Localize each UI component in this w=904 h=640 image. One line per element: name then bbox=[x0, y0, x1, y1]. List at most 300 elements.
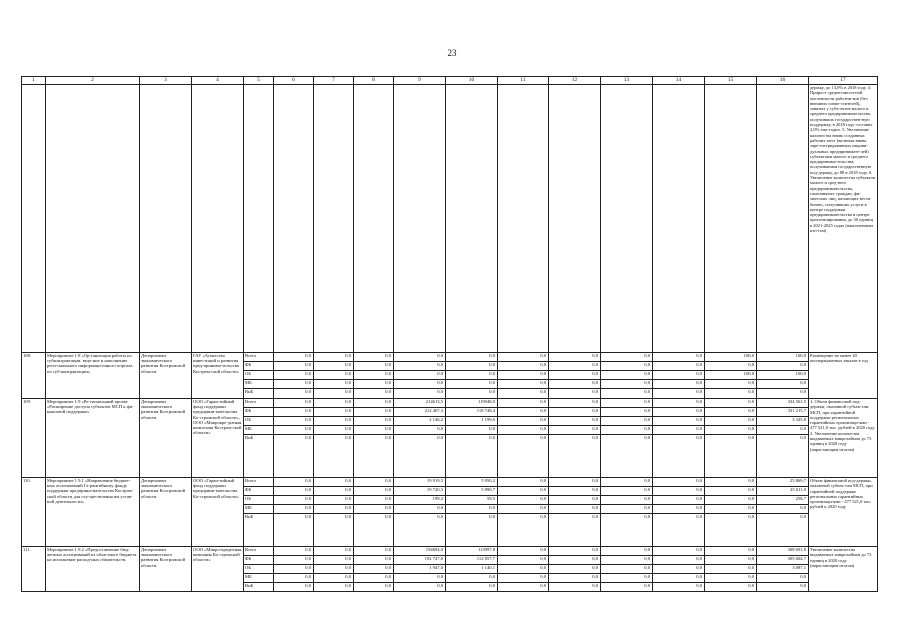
amount-cell: 199,2 bbox=[394, 496, 446, 505]
amount-cell: 0,0 bbox=[705, 478, 757, 487]
table-row bbox=[22, 478, 878, 487]
cell bbox=[244, 85, 274, 353]
amount-cell: 1 140,1 bbox=[446, 565, 498, 574]
col-num-12: 12 bbox=[549, 77, 601, 85]
amount-cell: 0,0 bbox=[757, 380, 809, 389]
col-num-17: 17 bbox=[809, 77, 878, 85]
amount-cell: 0,0 bbox=[705, 565, 757, 574]
amount-cell: 0,0 bbox=[705, 417, 757, 426]
amount-cell: 100,0 bbox=[705, 371, 757, 380]
amount-cell: 0,0 bbox=[705, 408, 757, 417]
cell bbox=[22, 85, 46, 353]
amount-cell: 0,0 bbox=[274, 362, 314, 371]
col-num-13: 13 bbox=[601, 77, 653, 85]
amount-cell: 0,0 bbox=[498, 408, 549, 417]
amount-cell: 0,0 bbox=[549, 496, 601, 505]
amount-cell: 0,0 bbox=[314, 399, 354, 408]
funding-source: Всего bbox=[244, 478, 274, 487]
amount-cell: 0,0 bbox=[498, 362, 549, 371]
responsible-agency: Департамент экономического развития Костромской области bbox=[140, 353, 192, 399]
col-num-5: 5 bbox=[244, 77, 274, 85]
amount-cell: 0,0 bbox=[601, 417, 653, 426]
amount-cell: 0,0 bbox=[549, 362, 601, 371]
amount-cell: 0,0 bbox=[394, 380, 446, 389]
funding-source: ВнБ bbox=[244, 514, 274, 547]
amount-cell: 0,0 bbox=[446, 505, 498, 514]
amount-cell: 1 199,6 bbox=[446, 417, 498, 426]
amount-cell: 0,0 bbox=[314, 496, 354, 505]
amount-cell: 0,0 bbox=[549, 389, 601, 399]
amount-cell: 0,0 bbox=[705, 574, 757, 583]
amount-cell: 0,0 bbox=[705, 505, 757, 514]
cell bbox=[354, 85, 394, 353]
amount-cell: 0,0 bbox=[274, 487, 314, 496]
amount-cell: 0,0 bbox=[314, 389, 354, 399]
amount-cell: 2 146,2 bbox=[394, 417, 446, 426]
amount-cell: 0,0 bbox=[354, 389, 394, 399]
amount-cell: 0,0 bbox=[498, 496, 549, 505]
amount-cell: 0,0 bbox=[549, 408, 601, 417]
col-num-3: 3 bbox=[140, 77, 192, 85]
amount-cell: 331 215,7 bbox=[757, 408, 809, 417]
amount-cell: 0,0 bbox=[653, 583, 705, 592]
col-num-1: 1 bbox=[22, 77, 46, 85]
amount-cell: 0,0 bbox=[446, 583, 498, 592]
amount-cell: 0,0 bbox=[314, 380, 354, 389]
amount-cell: 0,0 bbox=[549, 371, 601, 380]
cell bbox=[705, 85, 757, 353]
amount-cell: 0,0 bbox=[274, 371, 314, 380]
amount-cell: 0,0 bbox=[498, 583, 549, 592]
amount-cell: 0,0 bbox=[314, 547, 354, 556]
amount-cell: 0,0 bbox=[274, 514, 314, 547]
amount-cell: 0,0 bbox=[549, 565, 601, 574]
amount-cell: 0,0 bbox=[549, 487, 601, 496]
amount-cell: 0,0 bbox=[498, 514, 549, 547]
funding-source: Всего bbox=[244, 547, 274, 556]
amount-cell: 0,0 bbox=[653, 435, 705, 478]
amount-cell: 0,0 bbox=[549, 583, 601, 592]
amount-cell: 0,0 bbox=[274, 478, 314, 487]
amount-cell: 0,0 bbox=[314, 408, 354, 417]
amount-cell: 0,0 bbox=[394, 426, 446, 435]
expected-result: Объем финансовой под-держки, оказанной субъек-там МСП, при гарантийной поддержке региональных гарантийных организаци-ями - 477 521,0 тыс. рублей к 2020 году bbox=[809, 478, 878, 547]
amount-cell: 0,0 bbox=[601, 505, 653, 514]
amount-cell: 0,0 bbox=[274, 435, 314, 478]
amount-cell: 0,0 bbox=[274, 565, 314, 574]
col-num-6: 6 bbox=[274, 77, 314, 85]
expected-result: 1. Объем финансовой под-держки, оказанной субъек-там МСП, при гарантийной поддержке региональных гарантийных организаци-ями - 477 521,0 тыс. рублей к 2020 году. 2. Увеличение количества выдаваемых микрозаймов до 73 единиц в 2020 году (нарастающим итогом) bbox=[809, 399, 878, 478]
funding-source: МБ bbox=[244, 426, 274, 435]
amount-cell: 0,0 bbox=[354, 408, 394, 417]
amount-cell: 0,0 bbox=[653, 505, 705, 514]
cell bbox=[757, 85, 809, 353]
amount-cell: 0,0 bbox=[354, 505, 394, 514]
amount-cell: 0,0 bbox=[498, 371, 549, 380]
amount-cell: 0,0 bbox=[274, 380, 314, 389]
funding-source: Всего bbox=[244, 353, 274, 362]
executor: ГАУ «Агентство инвестиций и развития пред-принима-тельства Костром-ской области» bbox=[192, 353, 244, 399]
cell bbox=[549, 85, 601, 353]
amount-cell: 0,0 bbox=[274, 496, 314, 505]
amount-cell: 0,0 bbox=[314, 574, 354, 583]
measure-name: Мероприятие 1.8 «Ор-ганизация работы по субконтрактации, веде-ние и наполнение реги-онального информаци-онного портала по суб-контрактации» bbox=[46, 353, 140, 399]
amount-cell: 0,0 bbox=[601, 408, 653, 417]
measure-number: 109. bbox=[22, 399, 46, 478]
amount-cell: 0,0 bbox=[757, 505, 809, 514]
col-num-4: 4 bbox=[192, 77, 244, 85]
amount-cell: 0,0 bbox=[705, 399, 757, 408]
amount-cell: 0,0 bbox=[498, 505, 549, 514]
amount-cell: 0,0 bbox=[549, 505, 601, 514]
amount-cell: 0,0 bbox=[446, 389, 498, 399]
amount-cell: 0,0 bbox=[394, 371, 446, 380]
amount-cell: 0,0 bbox=[498, 399, 549, 408]
col-num-15: 15 bbox=[705, 77, 757, 85]
amount-cell: 0,0 bbox=[274, 426, 314, 435]
responsible-agency: Департамент экономического развития Костромской области bbox=[140, 399, 192, 478]
amount-cell: 0,0 bbox=[549, 574, 601, 583]
amount-cell: 0,0 bbox=[498, 547, 549, 556]
amount-cell: 0,0 bbox=[498, 487, 549, 496]
funding-source: ФБ bbox=[244, 556, 274, 565]
continuation-row bbox=[22, 85, 878, 353]
amount-cell: 0,0 bbox=[653, 496, 705, 505]
amount-cell: 0,0 bbox=[354, 556, 394, 565]
amount-cell: 0,0 bbox=[653, 556, 705, 565]
amount-cell: 0,0 bbox=[394, 435, 446, 478]
amount-cell: 0,0 bbox=[601, 362, 653, 371]
amount-cell: 0,0 bbox=[274, 556, 314, 565]
amount-cell: 0,0 bbox=[705, 583, 757, 592]
amount-cell: 0,0 bbox=[314, 435, 354, 478]
amount-cell: 100,0 bbox=[757, 371, 809, 380]
amount-cell: 0,0 bbox=[549, 353, 601, 362]
amount-cell: 0,0 bbox=[314, 353, 354, 362]
amount-cell: 0,0 bbox=[705, 487, 757, 496]
amount-cell: 0,0 bbox=[653, 408, 705, 417]
amount-cell: 0,0 bbox=[274, 353, 314, 362]
amount-cell: 0,0 bbox=[705, 389, 757, 399]
measure-number: 108. bbox=[22, 353, 46, 399]
amount-cell: 0,0 bbox=[705, 362, 757, 371]
amount-cell: 0,0 bbox=[354, 574, 394, 583]
amount-cell: 0,0 bbox=[549, 417, 601, 426]
measure-name: Мероприятие 1.9 «Ре-гиональный проект «Расширение доступа субъектов МСП к фи-нансовой поддержке» bbox=[46, 399, 140, 478]
amount-cell: 19 919,5 bbox=[394, 478, 446, 487]
amount-cell: 0,0 bbox=[314, 565, 354, 574]
amount-cell: 0,0 bbox=[354, 399, 394, 408]
amount-cell: 0,0 bbox=[314, 583, 354, 592]
page-number: 23 bbox=[447, 48, 457, 58]
amount-cell: 0,0 bbox=[757, 435, 809, 478]
cell bbox=[446, 85, 498, 353]
amount-cell: 0,0 bbox=[446, 514, 498, 547]
amount-cell: 0,0 bbox=[498, 478, 549, 487]
col-num-10: 10 bbox=[446, 77, 498, 85]
amount-cell: 0,0 bbox=[446, 574, 498, 583]
amount-cell: 0,0 bbox=[498, 426, 549, 435]
amount-cell: 0,0 bbox=[653, 478, 705, 487]
amount-cell: 0,0 bbox=[354, 426, 394, 435]
amount-cell: 0,0 bbox=[446, 380, 498, 389]
amount-cell: 0,0 bbox=[354, 583, 394, 592]
cell bbox=[46, 85, 140, 353]
amount-cell: 5 890,7 bbox=[446, 487, 498, 496]
amount-cell: 334 561,5 bbox=[757, 399, 809, 408]
amount-cell: 113997,8 bbox=[446, 547, 498, 556]
amount-cell: 0,0 bbox=[653, 574, 705, 583]
amount-cell: 0,0 bbox=[549, 478, 601, 487]
col-num-11: 11 bbox=[498, 77, 549, 85]
amount-cell: 0,0 bbox=[354, 353, 394, 362]
amount-cell: 0,0 bbox=[549, 426, 601, 435]
amount-cell: 0,0 bbox=[549, 514, 601, 547]
amount-cell: 0,0 bbox=[601, 487, 653, 496]
amount-cell: 305 604,7 bbox=[757, 556, 809, 565]
amount-cell: 0,0 bbox=[394, 505, 446, 514]
funding-source: Всего bbox=[244, 399, 274, 408]
amount-cell: 0,0 bbox=[601, 556, 653, 565]
amount-cell: 0,0 bbox=[653, 371, 705, 380]
measure-name: Мероприятие 1.9.2 «Предоставление бюд-жетных ассигнований из областного бюджета на исполнение расход-ных обязательств, bbox=[46, 547, 140, 592]
executor: ООО «Гаран-тийный фонд поддержки предприни-мательства Ко-стромской области», ООО «Микрокре-дитная компа-ния Костром-ской области» bbox=[192, 399, 244, 478]
table-row bbox=[22, 547, 878, 556]
cell bbox=[653, 85, 705, 353]
amount-cell: 0,0 bbox=[498, 574, 549, 583]
amount-cell: 3 087,1 bbox=[757, 565, 809, 574]
amount-cell: 0,0 bbox=[705, 496, 757, 505]
col-num-16: 16 bbox=[757, 77, 809, 85]
amount-cell: 0,0 bbox=[394, 574, 446, 583]
amount-cell: 0,0 bbox=[653, 380, 705, 389]
amount-cell: 5 950,2 bbox=[446, 478, 498, 487]
column-number-row bbox=[22, 77, 878, 85]
amount-cell: 0,0 bbox=[549, 547, 601, 556]
amount-cell: 0,0 bbox=[757, 389, 809, 399]
amount-cell: 0,0 bbox=[446, 371, 498, 380]
table-row bbox=[22, 353, 878, 362]
cell bbox=[394, 85, 446, 353]
col-num-8: 8 bbox=[354, 77, 394, 85]
amount-cell: 0,0 bbox=[274, 574, 314, 583]
amount-cell: 19 720,3 bbox=[394, 487, 446, 496]
amount-cell: 25 611,0 bbox=[757, 487, 809, 496]
table-row bbox=[22, 399, 878, 408]
amount-cell: 0,0 bbox=[314, 487, 354, 496]
col-num-14: 14 bbox=[653, 77, 705, 85]
amount-cell: 0,0 bbox=[354, 362, 394, 371]
cell bbox=[314, 85, 354, 353]
amount-cell: 0,0 bbox=[601, 426, 653, 435]
amount-cell: 0,0 bbox=[354, 487, 394, 496]
executor: ООО «Гаран-тийный фонд поддержки предприни-мательства Ко-стромской области» bbox=[192, 478, 244, 547]
amount-cell: 0,0 bbox=[653, 389, 705, 399]
amount-cell: 192 747,0 bbox=[394, 556, 446, 565]
amount-cell: 0,0 bbox=[314, 505, 354, 514]
amount-cell: 119948,0 bbox=[446, 399, 498, 408]
amount-cell: 0,0 bbox=[314, 426, 354, 435]
funding-source: ВнБ bbox=[244, 435, 274, 478]
amount-cell: 0,0 bbox=[314, 478, 354, 487]
amount-cell: 0,0 bbox=[757, 426, 809, 435]
funding-source: МБ bbox=[244, 380, 274, 389]
amount-cell: 0,0 bbox=[498, 353, 549, 362]
amount-cell: 0,0 bbox=[601, 435, 653, 478]
amount-cell: 25 869,7 bbox=[757, 478, 809, 487]
amount-cell: 194694,0 bbox=[394, 547, 446, 556]
amount-cell: 0,0 bbox=[354, 380, 394, 389]
measure-number: 110. bbox=[22, 478, 46, 547]
funding-source: МБ bbox=[244, 574, 274, 583]
cell bbox=[601, 85, 653, 353]
amount-cell: 0,0 bbox=[446, 353, 498, 362]
amount-cell: 0,0 bbox=[653, 514, 705, 547]
amount-cell: 0,0 bbox=[653, 399, 705, 408]
amount-cell: 0,0 bbox=[354, 514, 394, 547]
funding-source: ВнБ bbox=[244, 583, 274, 592]
program-table bbox=[21, 76, 878, 592]
amount-cell: 0,0 bbox=[394, 389, 446, 399]
amount-cell: 0,0 bbox=[705, 435, 757, 478]
amount-cell: 0,0 bbox=[549, 435, 601, 478]
amount-cell: 0,0 bbox=[705, 380, 757, 389]
amount-cell: 0,0 bbox=[549, 380, 601, 389]
funding-source: ОБ bbox=[244, 371, 274, 380]
amount-cell: 0,0 bbox=[274, 408, 314, 417]
amount-cell: 0,0 bbox=[601, 478, 653, 487]
amount-cell: 0,0 bbox=[354, 417, 394, 426]
funding-source: ОБ bbox=[244, 496, 274, 505]
amount-cell: 214613,5 bbox=[394, 399, 446, 408]
amount-cell: 0,0 bbox=[354, 478, 394, 487]
executor: ООО «Микро-кредитная компания Ко-стромской области» bbox=[192, 547, 244, 592]
amount-cell: 0,0 bbox=[757, 362, 809, 371]
amount-cell: 0,0 bbox=[274, 583, 314, 592]
responsible-agency: Департамент экономического развития Костромской области bbox=[140, 547, 192, 592]
amount-cell: 0,0 bbox=[498, 417, 549, 426]
cell bbox=[140, 85, 192, 353]
amount-cell: 0,0 bbox=[601, 380, 653, 389]
amount-cell: 3 345,8 bbox=[757, 417, 809, 426]
col-num-2: 2 bbox=[46, 77, 140, 85]
amount-cell: 0,0 bbox=[601, 547, 653, 556]
amount-cell: 0,0 bbox=[274, 417, 314, 426]
amount-cell: 0,0 bbox=[354, 565, 394, 574]
funding-source: МБ bbox=[244, 505, 274, 514]
amount-cell: 0,0 bbox=[394, 583, 446, 592]
funding-source: ОБ bbox=[244, 417, 274, 426]
amount-cell: 118 748,4 bbox=[446, 408, 498, 417]
amount-cell: 0,0 bbox=[314, 556, 354, 565]
amount-cell: 0,0 bbox=[601, 353, 653, 362]
amount-cell: 0,0 bbox=[498, 556, 549, 565]
amount-cell: 0,0 bbox=[314, 514, 354, 547]
amount-cell: 0,0 bbox=[601, 496, 653, 505]
amount-cell: 308 691,8 bbox=[757, 547, 809, 556]
amount-cell: 0,0 bbox=[446, 426, 498, 435]
amount-cell: 0,0 bbox=[705, 514, 757, 547]
amount-cell: 258,7 bbox=[757, 496, 809, 505]
amount-cell: 0,0 bbox=[354, 496, 394, 505]
amount-cell: 0,0 bbox=[653, 362, 705, 371]
amount-cell: 0,0 bbox=[705, 426, 757, 435]
amount-cell: 59,5 bbox=[446, 496, 498, 505]
amount-cell: 0,0 bbox=[354, 435, 394, 478]
amount-cell: 0,0 bbox=[498, 565, 549, 574]
funding-source: ФБ bbox=[244, 362, 274, 371]
amount-cell: 0,0 bbox=[705, 547, 757, 556]
amount-cell: 0,0 bbox=[314, 362, 354, 371]
amount-cell: 212 467,3 bbox=[394, 408, 446, 417]
measure-name: Мероприятие 1.9.1 «Направление бюджет-ных ассигнований Га-рантийному фонду поддержки предприни-мательства Костром-ской области для осу-ществления им устав-ной деятельности» bbox=[46, 478, 140, 547]
funding-source: ФБ bbox=[244, 487, 274, 496]
amount-cell: 0,0 bbox=[498, 389, 549, 399]
funding-source: ОБ bbox=[244, 565, 274, 574]
amount-cell: 0,0 bbox=[394, 362, 446, 371]
amount-cell: 0,0 bbox=[314, 417, 354, 426]
amount-cell: 0,0 bbox=[394, 514, 446, 547]
amount-cell: 0,0 bbox=[757, 574, 809, 583]
amount-cell: 0,0 bbox=[653, 417, 705, 426]
amount-cell: 0,0 bbox=[446, 435, 498, 478]
amount-cell: 0,0 bbox=[274, 389, 314, 399]
amount-cell: 0,0 bbox=[653, 426, 705, 435]
expected-result: Размещение не менее 20 кооперационных заказов в год bbox=[809, 353, 878, 399]
amount-cell: 0,0 bbox=[601, 514, 653, 547]
amount-cell: 0,0 bbox=[601, 583, 653, 592]
amount-cell: 0,0 bbox=[653, 353, 705, 362]
amount-cell: 0,0 bbox=[446, 362, 498, 371]
amount-cell: 0,0 bbox=[757, 583, 809, 592]
amount-cell: 0,0 bbox=[498, 435, 549, 478]
expected-result: Увеличение количества выдаваемых микрозаймов до 73 единиц в 2020 году (нарастающим итогом) bbox=[809, 547, 878, 592]
amount-cell: 112 857,7 bbox=[446, 556, 498, 565]
amount-cell: 0,0 bbox=[601, 574, 653, 583]
amount-cell: 0,0 bbox=[601, 389, 653, 399]
amount-cell: 0,0 bbox=[653, 547, 705, 556]
amount-cell: 0,0 bbox=[354, 547, 394, 556]
amount-cell: 0,0 bbox=[274, 399, 314, 408]
amount-cell: 0,0 bbox=[314, 371, 354, 380]
amount-cell: 0,0 bbox=[601, 565, 653, 574]
amount-cell: 0,0 bbox=[757, 514, 809, 547]
amount-cell: 0,0 bbox=[274, 505, 314, 514]
col-num-7: 7 bbox=[314, 77, 354, 85]
col-num-9: 9 bbox=[394, 77, 446, 85]
amount-cell: 0,0 bbox=[653, 565, 705, 574]
amount-cell: 0,0 bbox=[274, 547, 314, 556]
amount-cell: 0,0 bbox=[601, 371, 653, 380]
funding-source: ФБ bbox=[244, 408, 274, 417]
amount-cell: 100,0 bbox=[757, 353, 809, 362]
amount-cell: 0,0 bbox=[601, 399, 653, 408]
amount-cell: 0,0 bbox=[705, 556, 757, 565]
amount-cell: 0,0 bbox=[394, 353, 446, 362]
continued-result-text: держку, до 13,0% в 2018 году. 4. Прирост среднесписоч-ной численности работни-ков (без внешних совме-стителей), занятых у субъ-ектов малого и среднего предпринимательства, получивших государствен-ную поддержку, в 2018 году составит 2,0% еже-годно. 5. Увеличение количества вновь созданных рабочих мест (включая вновь заре-гистрированных индиви-дуальных предпринимате-лей) субъектами малого и среднего предпринима-тельства, получившими государственную под-держку, до 88 в 2018 году. 6. Увеличение количества субъектов малого и сред-него предпринимательства, самозанятых граждан, фи-зических лиц, желающих вести бизнес, получивших услуги в центре поддержки предпринимательства и центре прототипирования, до 30 единиц в 2021-2025 годах (накопленным ито-гом) bbox=[809, 85, 878, 353]
amount-cell: 0,0 bbox=[549, 399, 601, 408]
amount-cell: 0,0 bbox=[653, 487, 705, 496]
amount-cell: 0,0 bbox=[354, 371, 394, 380]
cell bbox=[498, 85, 549, 353]
amount-cell: 1 947,0 bbox=[394, 565, 446, 574]
amount-cell: 0,0 bbox=[498, 380, 549, 389]
amount-cell: 100,0 bbox=[705, 353, 757, 362]
funding-source: ВнБ bbox=[244, 389, 274, 399]
responsible-agency: Департамент экономического развития Костромской области bbox=[140, 478, 192, 547]
measure-number: 111. bbox=[22, 547, 46, 592]
amount-cell: 0,0 bbox=[549, 556, 601, 565]
